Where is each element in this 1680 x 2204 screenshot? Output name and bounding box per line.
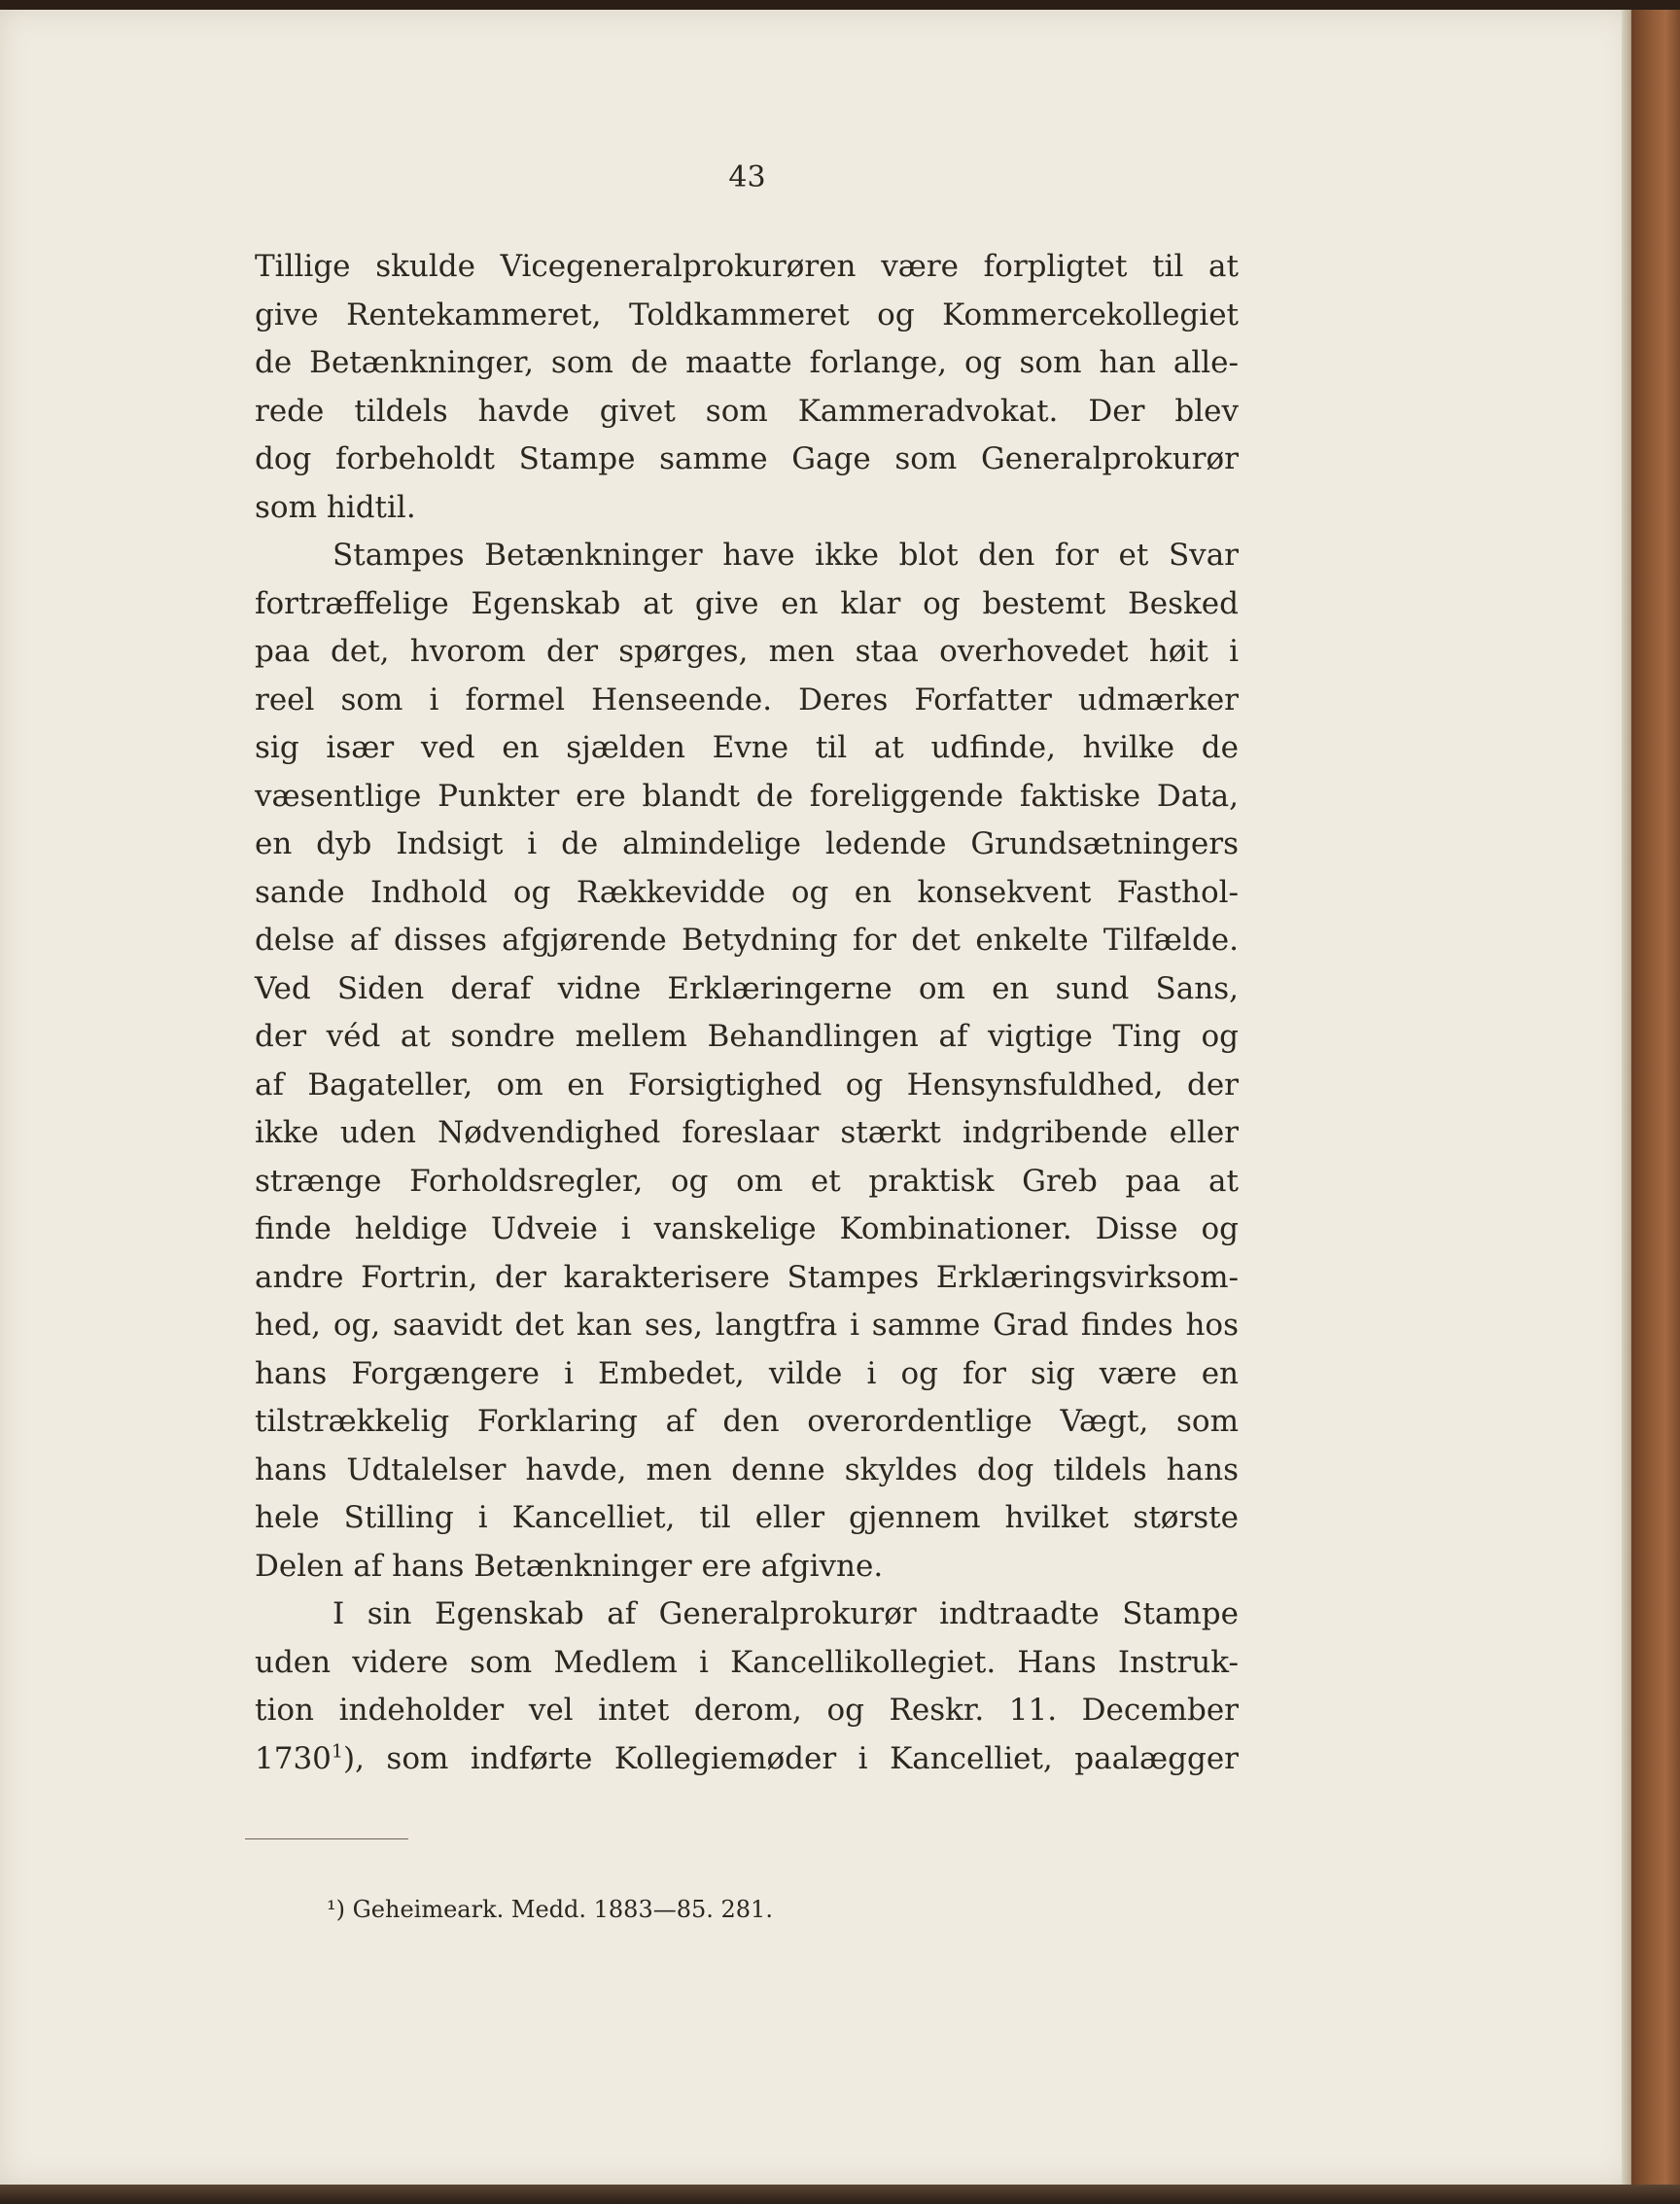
page-number: 43 <box>728 160 766 194</box>
text-line: sande Indhold og Rækkevidde og en konsekvent Fasthol- <box>255 874 1239 910</box>
body-text <box>255 243 1239 1783</box>
text-line: som hidtil. <box>255 489 416 525</box>
text-line: hed, og, saavidt det kan ses, langtfra i samme Grad findes hos <box>255 1308 1239 1343</box>
text-line: paa det, hvorom der spørges, men staa overhovedet høit i <box>255 634 1239 669</box>
paragraph-1 <box>255 243 1239 532</box>
text-line: uden videre som Medlem i Kancellikollegiet. Hans Instruk- <box>255 1644 1239 1680</box>
text-line: ikke uden Nødvendighed foreslaar stærkt indgribende eller <box>255 1115 1239 1150</box>
paragraph-2 <box>255 532 1239 1591</box>
text-line: hans Forgængere i Embedet, vilde i og for sig være en <box>255 1355 1239 1391</box>
bottom-shadow <box>0 2185 1680 2204</box>
text-line: I sin Egenskab af Generalprokurør indtraadte Stampe <box>332 1596 1239 1631</box>
text-line: fortræffelige Egenskab at give en klar og bestemt Besked <box>255 585 1239 621</box>
text-line: tilstrækkelig Forklaring af den overordentlige Vægt, som <box>255 1404 1239 1439</box>
footnote-divider <box>245 1838 408 1839</box>
text-line: Tillige skulde Vicegeneralprokurøren være forpligtet til at <box>255 249 1239 284</box>
footnote <box>327 1896 773 1923</box>
footnote-text: Geheimeark. Medd. 1883—85. 281. <box>352 1896 773 1923</box>
text-line: strænge Forholdsregler, og om et praktisk Greb paa at <box>255 1163 1239 1199</box>
text-line: delse af disses afgjørende Betydning for det enkelte Tilfælde. <box>255 923 1239 958</box>
text-line: Stampes Betænkninger have ikke blot den for et Svar <box>332 538 1239 573</box>
footnote-ref-year: 1730 <box>255 1740 332 1776</box>
footnote-ref-continuation: ), som indførte Kollegiemøder i Kancelliet, paalægger <box>343 1740 1239 1776</box>
text-line: de Betænkninger, som de maatte forlange, og som han alle- <box>255 345 1239 380</box>
text-line: dog forbeholdt Stampe samme Gage som Generalprokurør <box>255 441 1239 476</box>
footnote-ref-mark: 1 <box>331 1740 343 1763</box>
footnote-mark: ¹) <box>327 1896 345 1923</box>
text-line: der véd at sondre mellem Behandlingen af vigtige Ting og <box>255 1019 1239 1054</box>
text-line: sig især ved en sjælden Evne til at udfinde, hvilke de <box>255 730 1239 765</box>
text-line: give Rentekammeret, Toldkammeret og Kommercekollegiet <box>255 297 1239 332</box>
text-line: rede tildels havde givet som Kammeradvokat. Der blev <box>255 393 1239 429</box>
text-line: en dyb Indsigt i de almindelige ledende Grundsætningers <box>255 826 1239 861</box>
text-line: Delen af hans Betænkninger ere afgivne. <box>255 1548 884 1584</box>
text-line: reel som i formel Henseende. Deres Forfatter udmærker <box>255 682 1239 717</box>
text-line: andre Fortrin, der karakterisere Stampes Erklæringsvirksom- <box>255 1259 1239 1295</box>
text-line: af Bagateller, om en Forsigtighed og Hensynsfuldhed, der <box>255 1067 1239 1102</box>
book-spine <box>1631 10 1680 2194</box>
text-line: tion indeholder vel intet derom, og Reskr. 11. December <box>255 1693 1239 1728</box>
text-line: Ved Siden deraf vidne Erklæringerne om en sund Sans, <box>255 970 1239 1006</box>
text-line: væsentlige Punkter ere blandt de foreliggende faktiske Data, <box>255 778 1239 814</box>
text-line: finde heldige Udveie i vanskelige Kombinationer. Disse og <box>255 1211 1239 1246</box>
text-line-with-footnote-ref <box>255 1735 1239 1784</box>
text-line: hans Udtalelser havde, men denne skyldes dog tildels hans <box>255 1452 1239 1487</box>
text-line: hele Stilling i Kancelliet, til eller gjennem hvilket største <box>255 1500 1239 1535</box>
paragraph-3 <box>255 1591 1239 1783</box>
